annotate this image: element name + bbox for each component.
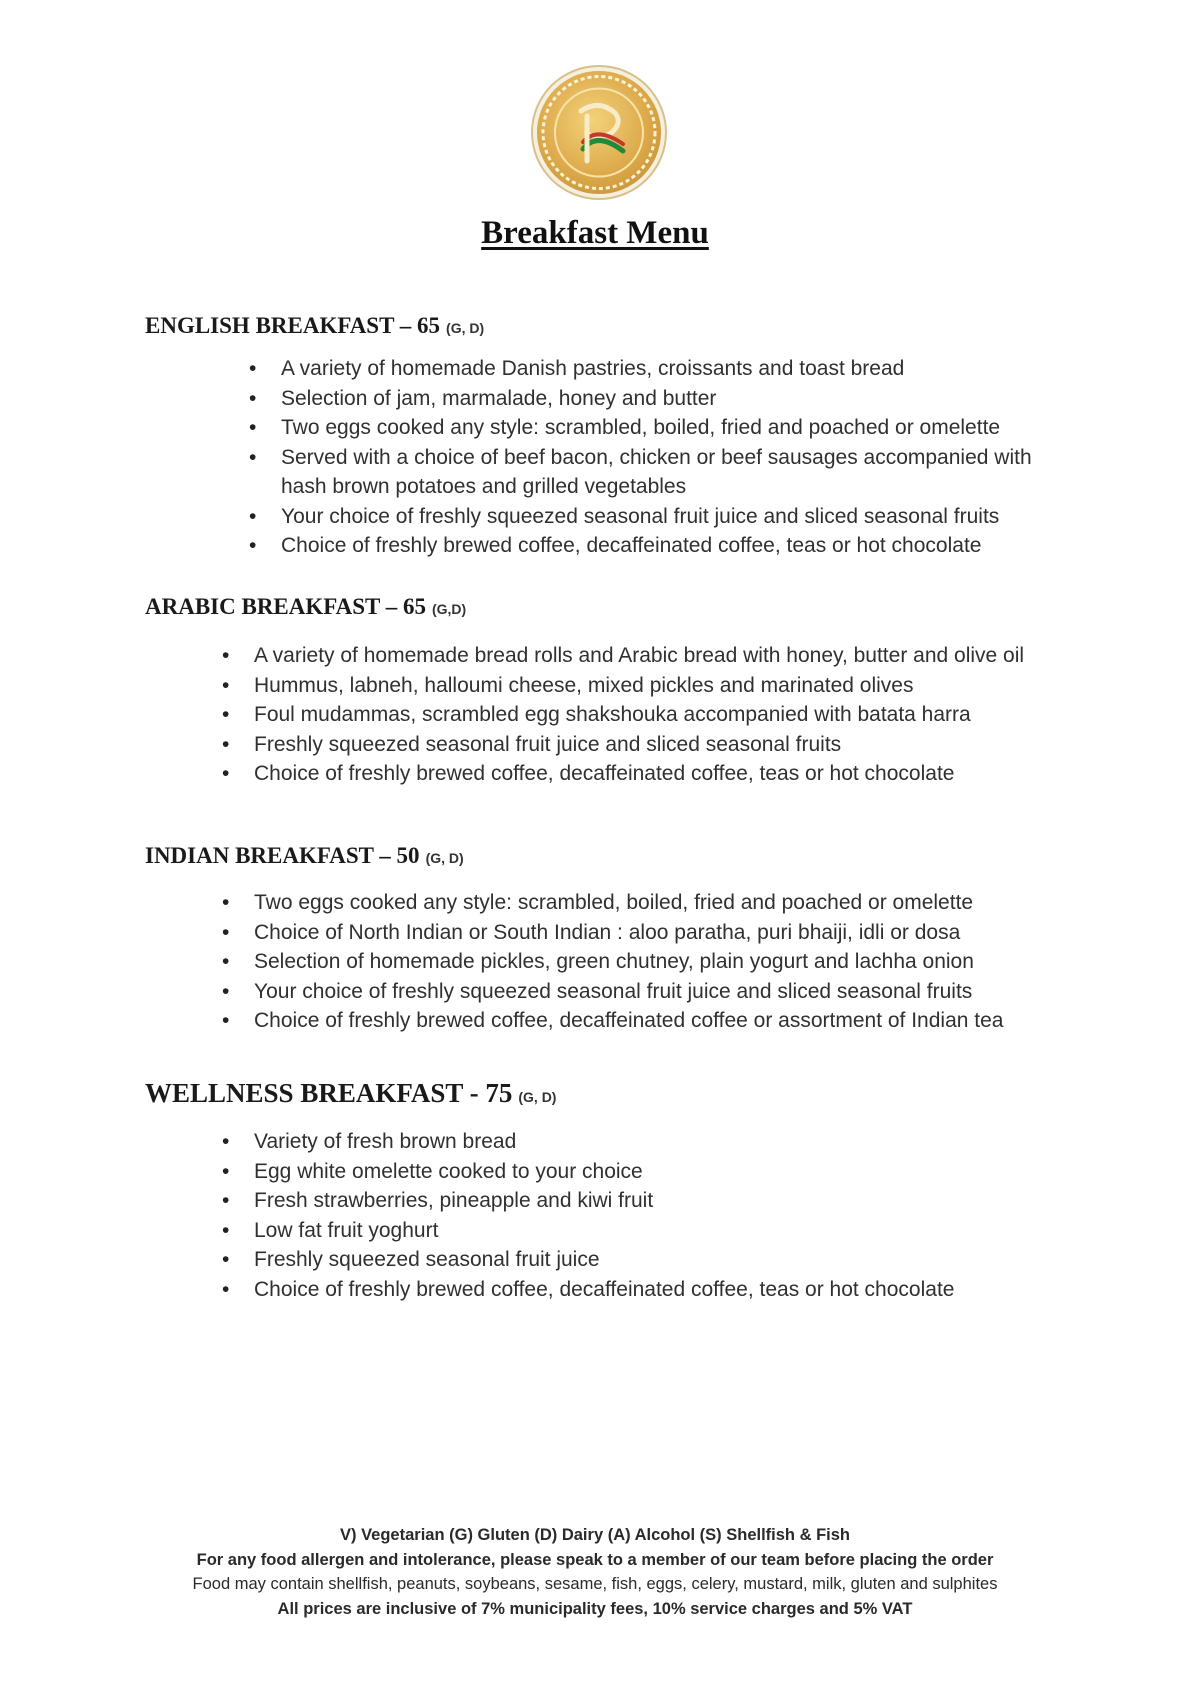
- item-list-arabic: [254, 641, 1064, 789]
- list-item: • Foul mudammas, scrambled egg shakshouka accompanied with batata harra: [254, 700, 1064, 730]
- list-item: • Selection of homemade pickles, green chutney, plain yogurt and lachha onion: [254, 947, 1084, 977]
- item-list-indian: [254, 888, 1084, 1036]
- list-item: • Selection of jam, marmalade, honey and butter: [281, 384, 1071, 414]
- list-item: • Two eggs cooked any style: scrambled, boiled, fried and poached or omelette: [281, 413, 1071, 443]
- list-item: • Egg white omelette cooked to your choice: [254, 1157, 1064, 1187]
- allergen-notice: For any food allergen and intolerance, please speak to a member of our team before placing the order: [196, 1550, 994, 1569]
- list-item: • A variety of homemade bread rolls and Arabic bread with honey, butter and olive oil: [254, 641, 1064, 671]
- list-item: • Freshly squeezed seasonal fruit juice: [254, 1245, 1064, 1275]
- section-title: ENGLISH BREAKFAST – 65: [145, 313, 441, 338]
- allergen-tags: (G, D): [425, 850, 464, 866]
- list-item: • Choice of freshly brewed coffee, decaffeinated coffee, teas or hot chocolate: [254, 1275, 1064, 1305]
- allergen-tags: (G,D): [431, 601, 467, 617]
- list-item: • Fresh strawberries, pineapple and kiwi fruit: [254, 1186, 1064, 1216]
- section-heading-english: [145, 313, 484, 339]
- section-heading-indian: [145, 843, 464, 869]
- list-item: • Choice of freshly brewed coffee, decaffeinated coffee, teas or hot chocolate: [281, 531, 1071, 561]
- list-item: • Low fat fruit yoghurt: [254, 1216, 1064, 1246]
- list-item: • Choice of North Indian or South Indian : aloo paratha, puri bhaiji, idli or dosa: [254, 918, 1084, 948]
- footer-notes: [0, 1523, 1190, 1621]
- allergen-tags: (G, D): [446, 320, 485, 336]
- section-heading-arabic: [145, 594, 466, 620]
- page-title: Breakfast Menu: [481, 215, 709, 251]
- list-item: • Choice of freshly brewed coffee, decaffeinated coffee or assortment of Indian tea: [254, 1006, 1084, 1036]
- list-item: • Choice of freshly brewed coffee, decaffeinated coffee, teas or hot chocolate: [254, 759, 1064, 789]
- section-heading-wellness: [145, 1078, 556, 1109]
- list-item: • Two eggs cooked any style: scrambled, boiled, fried and poached or omelette: [254, 888, 1084, 918]
- list-item: • A variety of homemade Danish pastries, croissants and toast bread: [281, 354, 1071, 384]
- list-item: • Your choice of freshly squeezed seasonal fruit juice and sliced seasonal fruits: [254, 977, 1084, 1007]
- contains-notice: Food may contain shellfish, peanuts, soybeans, sesame, fish, eggs, celery, mustard, milk, gluten and sulphites: [192, 1575, 998, 1593]
- list-item: • Served with a choice of beef bacon, chicken or beef sausages accompanied with hash brown potatoes and grilled vegetables: [281, 443, 1071, 502]
- list-item: • Hummus, labneh, halloumi cheese, mixed pickles and marinated olives: [254, 671, 1064, 701]
- allergen-legend: V) Vegetarian (G) Gluten (D) Dairy (A) Alcohol (S) Shellfish & Fish: [339, 1526, 851, 1544]
- crest-logo-icon: [537, 71, 661, 194]
- section-title: WELLNESS BREAKFAST - 75: [145, 1078, 513, 1108]
- list-item: • Variety of fresh brown bread: [254, 1127, 1064, 1157]
- list-item: • Your choice of freshly squeezed seasonal fruit juice and sliced seasonal fruits: [281, 502, 1071, 532]
- crest-logo: [537, 71, 661, 194]
- prices-notice: All prices are inclusive of 7% municipality fees, 10% service charges and 5% VAT: [277, 1599, 913, 1618]
- section-title: ARABIC BREAKFAST – 65: [145, 594, 426, 619]
- item-list-wellness: [254, 1127, 1064, 1304]
- item-list-english: [281, 354, 1071, 561]
- allergen-tags: (G, D): [518, 1089, 557, 1105]
- section-title: INDIAN BREAKFAST – 50: [145, 843, 420, 868]
- list-item: • Freshly squeezed seasonal fruit juice and sliced seasonal fruits: [254, 730, 1064, 760]
